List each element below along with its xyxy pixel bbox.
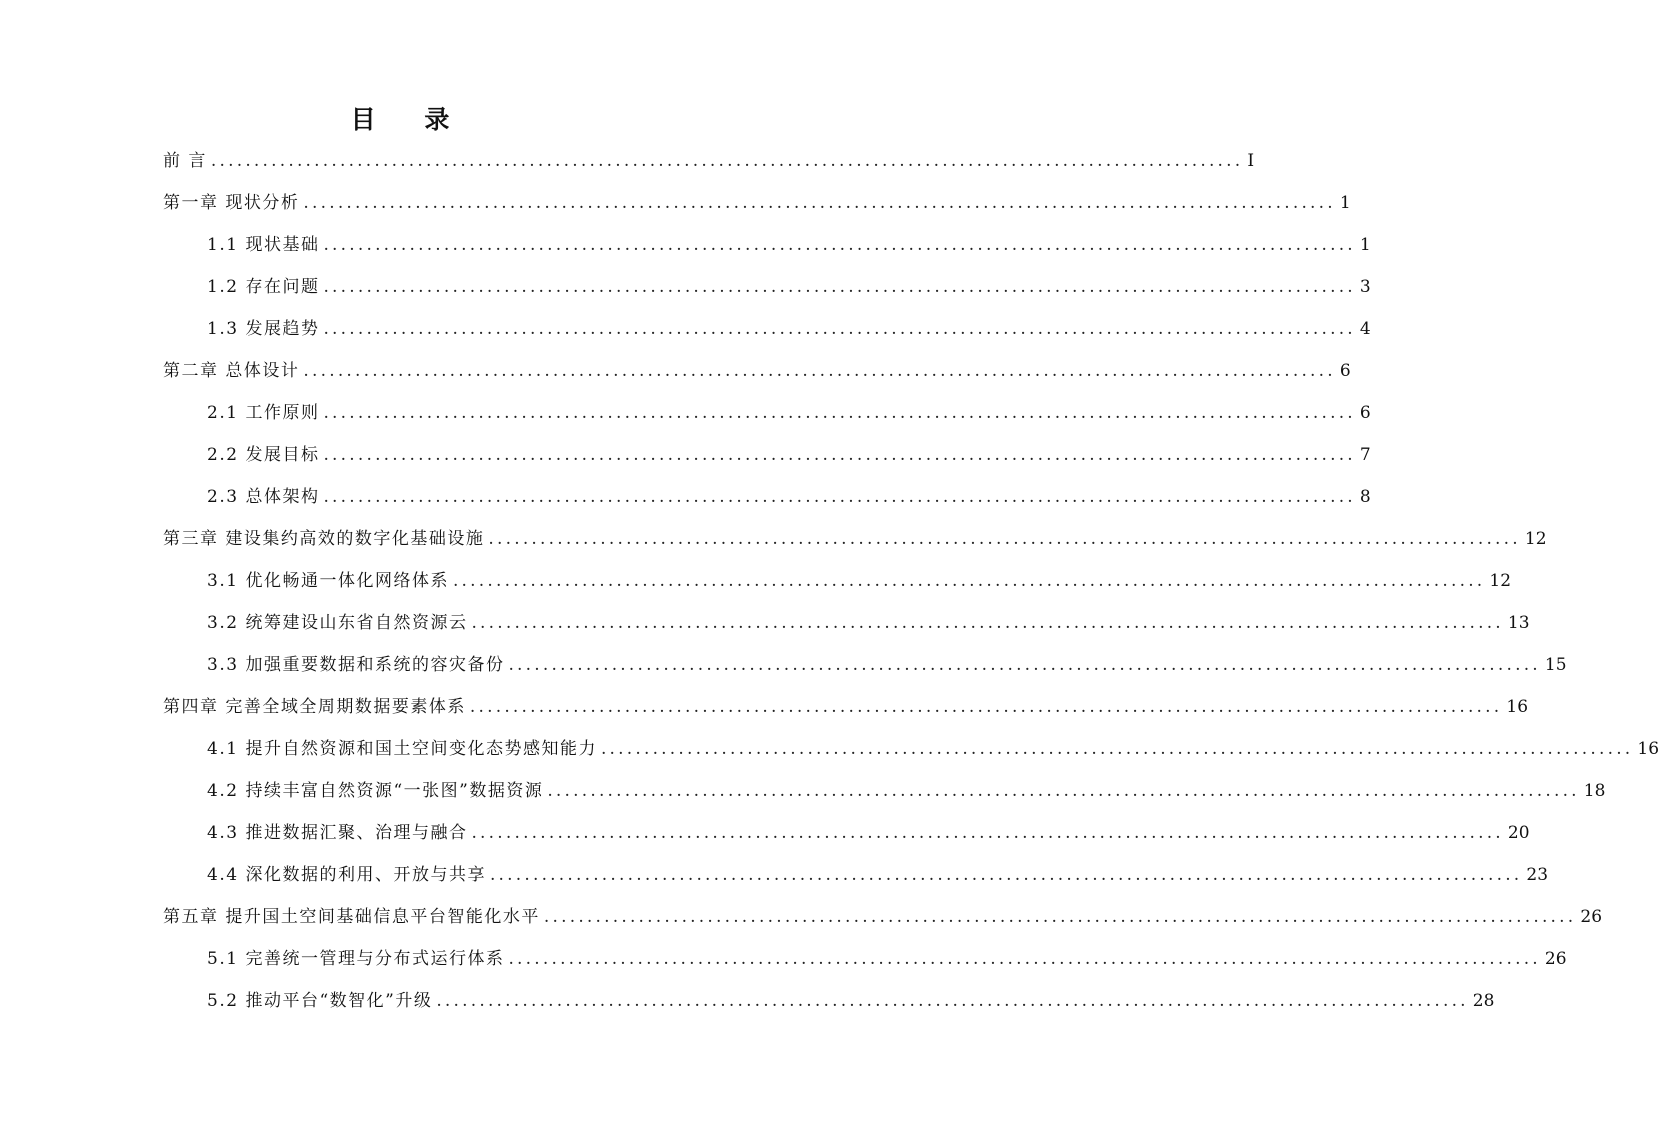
toc-section-entry[interactable] [207, 736, 1659, 762]
toc-entry-label: 4.3 推进数据汇聚、治理与融合 [207, 823, 468, 843]
toc-chapter-entry[interactable] [163, 694, 1529, 720]
toc-section-entry[interactable] [207, 316, 1371, 342]
dot-leader: ........................................................................................................................ [489, 865, 1523, 885]
toc-page-number: 16 [1506, 697, 1529, 717]
toc-entry-label: 3.2 统筹建设山东省自然资源云 [207, 613, 468, 633]
toc-section-entry[interactable] [207, 484, 1371, 510]
dot-leader: ........................................................................................................................ [508, 949, 1541, 969]
toc-page-number: 18 [1583, 781, 1606, 801]
dot-leader: ........................................................................................................................ [469, 697, 1503, 717]
toc-entry-label: 3.1 优化畅通一体化网络体系 [207, 571, 449, 591]
toc-page-number: 16 [1637, 739, 1659, 759]
toc-page-number: 1 [1359, 235, 1371, 255]
toc-page-number: 1 [1339, 193, 1351, 213]
toc-page-number: 13 [1507, 613, 1530, 633]
toc-page-number: 26 [1580, 907, 1603, 927]
dot-leader: ........................................................................................................................ [452, 571, 1486, 591]
toc-page-number: 6 [1359, 403, 1371, 423]
dot-leader: ........................................................................................................................ [508, 655, 1541, 675]
toc-entry-label: 前 言 [163, 151, 207, 171]
toc-entry-label: 5.1 完善统一管理与分布式运行体系 [207, 949, 505, 969]
toc-chapter-entry[interactable] [163, 526, 1547, 552]
dot-leader: ........................................................................................................................ [471, 613, 1504, 633]
toc-entry-label: 第一章 现状分析 [163, 193, 300, 213]
toc-title: 目 录 [350, 105, 470, 134]
toc-section-entry[interactable] [207, 274, 1371, 300]
toc-page-number: 8 [1359, 487, 1371, 507]
toc-entry-label: 1.3 发展趋势 [207, 319, 320, 339]
toc-entry-label: 2.3 总体架构 [207, 487, 320, 507]
toc-entry-label: 4.1 提升自然资源和国土空间变化态势感知能力 [207, 739, 597, 759]
toc-section-entry[interactable] [207, 568, 1512, 594]
toc-page-number: 28 [1472, 991, 1495, 1011]
toc-entry-label: 4.2 持续丰富自然资源“一张图”数据资源 [207, 781, 544, 801]
toc-page-number: 20 [1507, 823, 1530, 843]
toc-entry-label: 第五章 提升国土空间基础信息平台智能化水平 [163, 907, 540, 927]
toc-page-number: 12 [1489, 571, 1512, 591]
toc-entry-label: 2.1 工作原则 [207, 403, 320, 423]
dot-leader: ........................................................................................................................ [543, 907, 1577, 927]
dot-leader: ........................................................................................................................ [436, 991, 1469, 1011]
dot-leader: ........................................................................................................................ [323, 487, 1356, 507]
toc-chapter-entry[interactable] [163, 190, 1351, 216]
toc-page-number: 26 [1544, 949, 1567, 969]
toc-entry-label: 第二章 总体设计 [163, 361, 300, 381]
toc-section-entry[interactable] [207, 400, 1371, 426]
dot-leader: ........................................................................................................................ [303, 361, 1336, 381]
toc-entry-label: 4.4 深化数据的利用、开放与共享 [207, 865, 486, 885]
toc-section-entry[interactable] [207, 946, 1567, 972]
dot-leader: ........................................................................................................................ [600, 739, 1634, 759]
toc-page-number: 7 [1359, 445, 1371, 465]
toc-section-entry[interactable] [207, 232, 1371, 258]
toc-page-number: 12 [1524, 529, 1547, 549]
dot-leader: ........................................................................................................................ [488, 529, 1521, 549]
toc-entry-label: 2.2 发展目标 [207, 445, 320, 465]
dot-leader: ........................................................................................................................ [323, 235, 1356, 255]
toc-page-number: 23 [1526, 865, 1549, 885]
dot-leader: ........................................................................................................................ [323, 319, 1356, 339]
toc-page-number: 6 [1339, 361, 1351, 381]
toc-page-number: 3 [1359, 277, 1371, 297]
toc-entry-label: 1.1 现状基础 [207, 235, 320, 255]
toc-entry-label: 1.2 存在问题 [207, 277, 320, 297]
toc-chapter-entry[interactable] [163, 148, 1255, 174]
toc-chapter-entry[interactable] [163, 904, 1603, 930]
toc-page-number: 4 [1359, 319, 1371, 339]
dot-leader: ........................................................................................................................ [210, 151, 1244, 171]
dot-leader: ........................................................................................................................ [323, 403, 1356, 423]
toc-section-entry[interactable] [207, 820, 1530, 846]
toc-entry-label: 第三章 建设集约高效的数字化基础设施 [163, 529, 485, 549]
toc-section-entry[interactable] [207, 442, 1371, 468]
toc-section-entry[interactable] [207, 778, 1606, 804]
dot-leader: ........................................................................................................................ [547, 781, 1580, 801]
toc-section-entry[interactable] [207, 610, 1530, 636]
toc-entry-label: 5.2 推动平台“数智化”升级 [207, 991, 433, 1011]
toc-entry-label: 3.3 加强重要数据和系统的容灾备份 [207, 655, 505, 675]
dot-leader: ........................................................................................................................ [323, 277, 1356, 297]
toc-page-number: Ⅰ [1247, 151, 1255, 171]
toc-section-entry[interactable] [207, 988, 1495, 1014]
dot-leader: ........................................................................................................................ [303, 193, 1336, 213]
dot-leader: ........................................................................................................................ [323, 445, 1356, 465]
toc-page-number: 15 [1544, 655, 1567, 675]
toc-section-entry[interactable] [207, 862, 1549, 888]
toc-section-entry[interactable] [207, 652, 1567, 678]
toc-chapter-entry[interactable] [163, 358, 1351, 384]
dot-leader: ........................................................................................................................ [471, 823, 1504, 843]
toc-entry-label: 第四章 完善全域全周期数据要素体系 [163, 697, 466, 717]
